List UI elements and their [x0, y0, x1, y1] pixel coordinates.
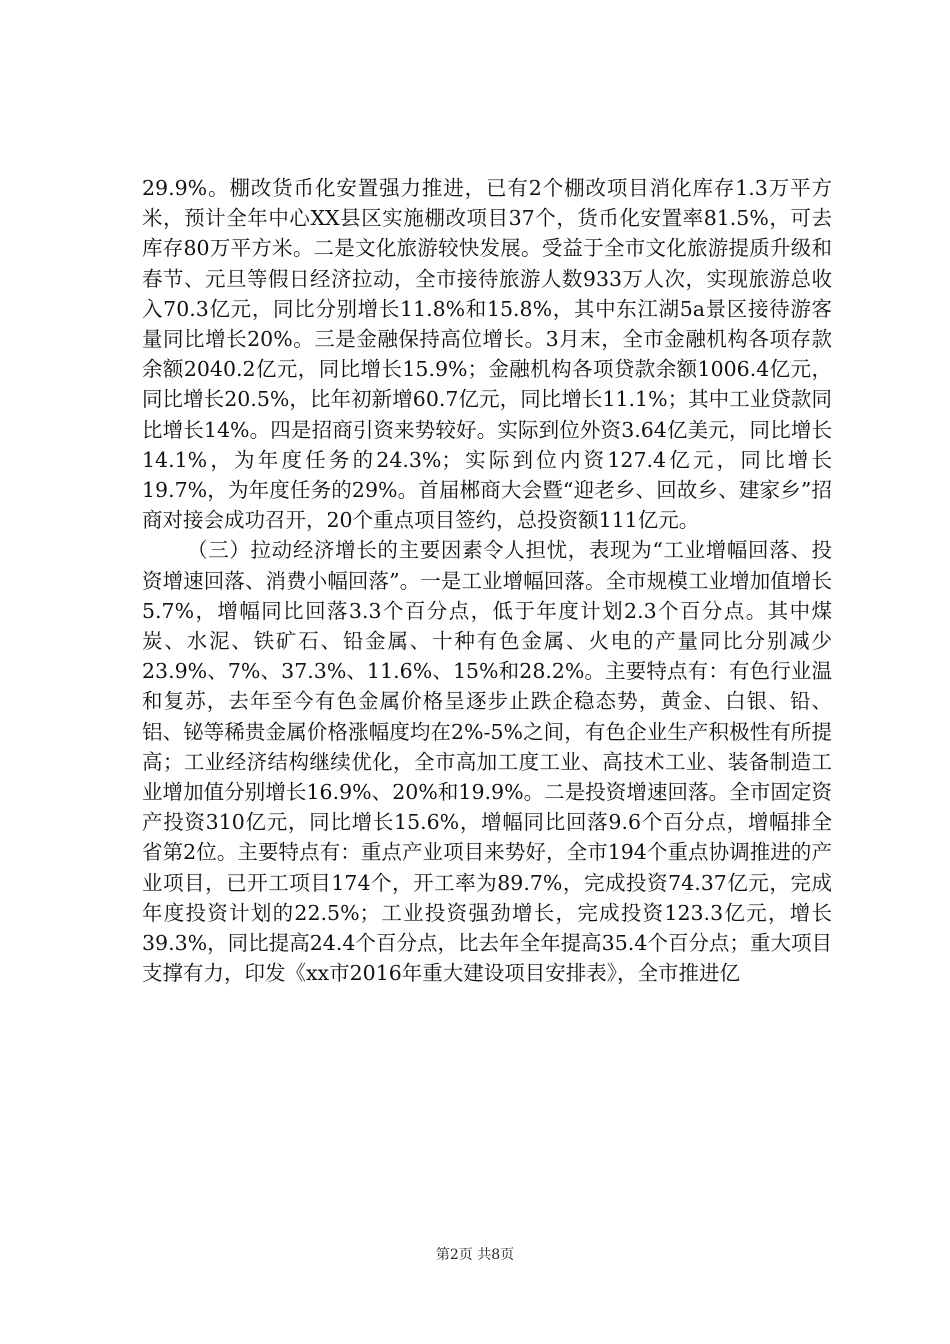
page-footer: 第2页 共8页: [435, 1247, 515, 1263]
paragraph-section-three: （三）拉动经济增长的主要因素令人担忧，表现为“工业增幅回落、投资增速回落、消费小幅回落”。一是工业增幅回落。全市规模工业增加值增长5.7%，增幅同比回落3.3个百分点，低于年度计划2.3个百分点。其中煤炭、水泥、铁矿石、铅金属、十种有色金属、火电的产量同比分别减少23.9%、7%、37.3%、11.6%、15%和28.2%。主要特点有：有色行业温和复苏，去年至今有色金属价格呈逐步止跌企稳态势，黄金、白银、铅、铝、铋等稀贵金属价格涨幅度均在2%-5%之间，有色企业生产积极性有所提高；工业经济结构继续优化，全市高加工度工业、高技术工业、装备制造工业增加值分别增长16.9%、20%和19.9%。二是投资增速回落。全市固定资产投资310亿元，同比增长15.6%，增幅同比回落9.6个百分点，增幅排全省第2位。主要特点有：重点产业项目来势好，全市194个重点协调推进的产业项目，已开工项目174个，开工率为89.7%，完成投资74.37亿元，完成年度投资计划的22.5%；工业投资强劲增长，完成投资123.3亿元，增长39.3%，同比提高24.4个百分点，比去年全年提高35.4个百分点；重大项目支撑有力，印发《xx市2016年重大建设项目安排表》，全市推进亿: [142, 538, 832, 986]
paragraph-continued: 29.9%。棚改货币化安置强力推进，已有2个棚改项目消化库存1.3万平方米，预计全年中心XX县区实施棚改项目37个，货币化安置率81.5%，可去库存80万平方米。二是文化旅游较快发展。受益于全市文化旅游提质升级和春节、元旦等假日经济拉动，全市接待旅游人数933万人次，实现旅游总收入70.3亿元，同比分别增长11.8%和15.8%，其中东江湖5a景区接待游客量同比增长20%。三是金融保持高位增长。3月末，全市金融机构各项存款余额2040.2亿元，同比增长15.9%；金融机构各项贷款余额1006.4亿元，同比增长20.5%，比年初新增60.7亿元，同比增长11.1%；其中工业贷款同比增长14%。四是招商引资来势较好。实际到位外资3.64亿美元，同比增长14.1%，为年度任务的24.3%；实际到位内资127.4亿元，同比增长19.7%，为年度任务的29%。首届郴商大会暨“迎老乡、回故乡、建家乡”招商对接会成功召开，20个重点项目签约，总投资额111亿元。: [142, 176, 832, 533]
body-text: [142, 173, 832, 988]
